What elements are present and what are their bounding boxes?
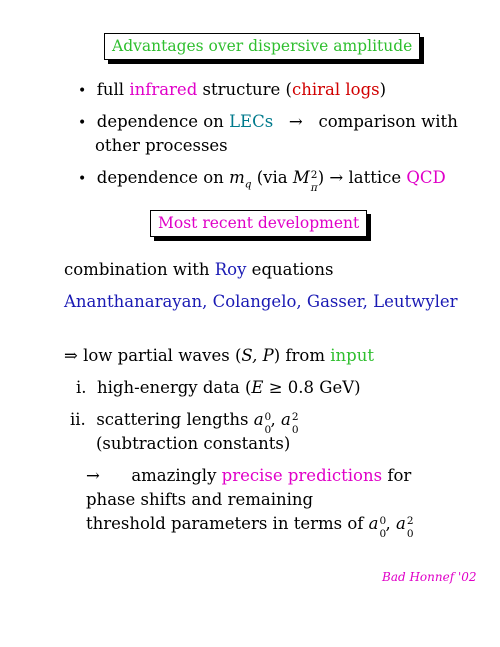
text: , [385, 514, 396, 533]
text: equations [246, 260, 334, 279]
text: high-energy data ( [97, 378, 252, 397]
result-line1 [86, 466, 411, 486]
bullet-dot-icon: • [78, 115, 87, 131]
text: structure ( [197, 80, 292, 99]
bullet-dot-icon: • [78, 171, 87, 187]
authors-line: Ananthanarayan, Colangelo, Gasser, Leutwyler [64, 292, 458, 311]
text: ) from [273, 346, 331, 365]
lecs-highlight: LECs [229, 112, 274, 131]
text: dependence on [96, 168, 230, 187]
implies-line [64, 346, 374, 366]
list-item-ii-line2: (subtraction constants) [96, 434, 291, 453]
combination-line [64, 260, 333, 280]
result-line2: phase shifts and remaining [86, 490, 314, 509]
text: dependence on [96, 112, 230, 131]
list-item-ii: ii. scattering lengths a 0 0 , a 2 0 [70, 410, 299, 436]
qcd-highlight: QCD [406, 168, 446, 187]
math-var: m [229, 168, 245, 187]
list-number: i. [76, 378, 87, 397]
arrow-icon: → [86, 466, 100, 485]
signature: Bad Honnef '02 [382, 570, 477, 584]
math-var: a [368, 514, 379, 533]
text: scattering lengths [96, 410, 254, 429]
math-sub: q [244, 178, 252, 191]
text: ≥ 0.8 GeV) [263, 378, 361, 397]
text: full [96, 80, 130, 99]
text: comparison with [318, 112, 458, 131]
bullet-lecs-line2: other processes [95, 136, 228, 155]
bullet-infrared [78, 80, 386, 101]
text: amazingly [131, 466, 222, 485]
result-line3: threshold parameters in terms of a 0 0 , a 2 0 [86, 514, 414, 540]
infrared-highlight: infrared [129, 80, 198, 99]
chiral-logs-highlight: chiral logs [291, 80, 380, 99]
predictions-highlight: precise predictions [221, 466, 383, 485]
math-var: S, P [241, 346, 274, 365]
text: combination with [64, 260, 215, 279]
input-highlight: input [330, 346, 374, 365]
section-title-recent: Most recent development [150, 210, 367, 237]
roy-highlight: Roy [214, 260, 247, 279]
math-var: M [292, 168, 310, 187]
bullet-dot-icon: • [78, 83, 87, 99]
text: (via [251, 168, 293, 187]
text: ) → lattice [317, 168, 407, 187]
math-var: a [281, 410, 291, 429]
math-var: a [395, 514, 406, 533]
section-title-advantages: Advantages over dispersive amplitude [104, 33, 420, 60]
text: for [382, 466, 412, 485]
bullet-quark-mass: • dependence on $m_q$ (via M 2 π ) → lattice QCD [78, 168, 446, 194]
text: ⇒ low partial waves ( [64, 346, 242, 365]
math-sub: π [310, 182, 318, 194]
text: , [270, 410, 282, 429]
math-var: E [251, 378, 264, 397]
list-item-i [76, 378, 361, 398]
list-number: ii. [70, 410, 86, 429]
text: threshold parameters in terms of [86, 514, 369, 533]
arrow-icon: → [288, 112, 303, 131]
text: ) [379, 80, 387, 99]
bullet-lecs [78, 112, 458, 133]
math-var: a [253, 410, 264, 429]
